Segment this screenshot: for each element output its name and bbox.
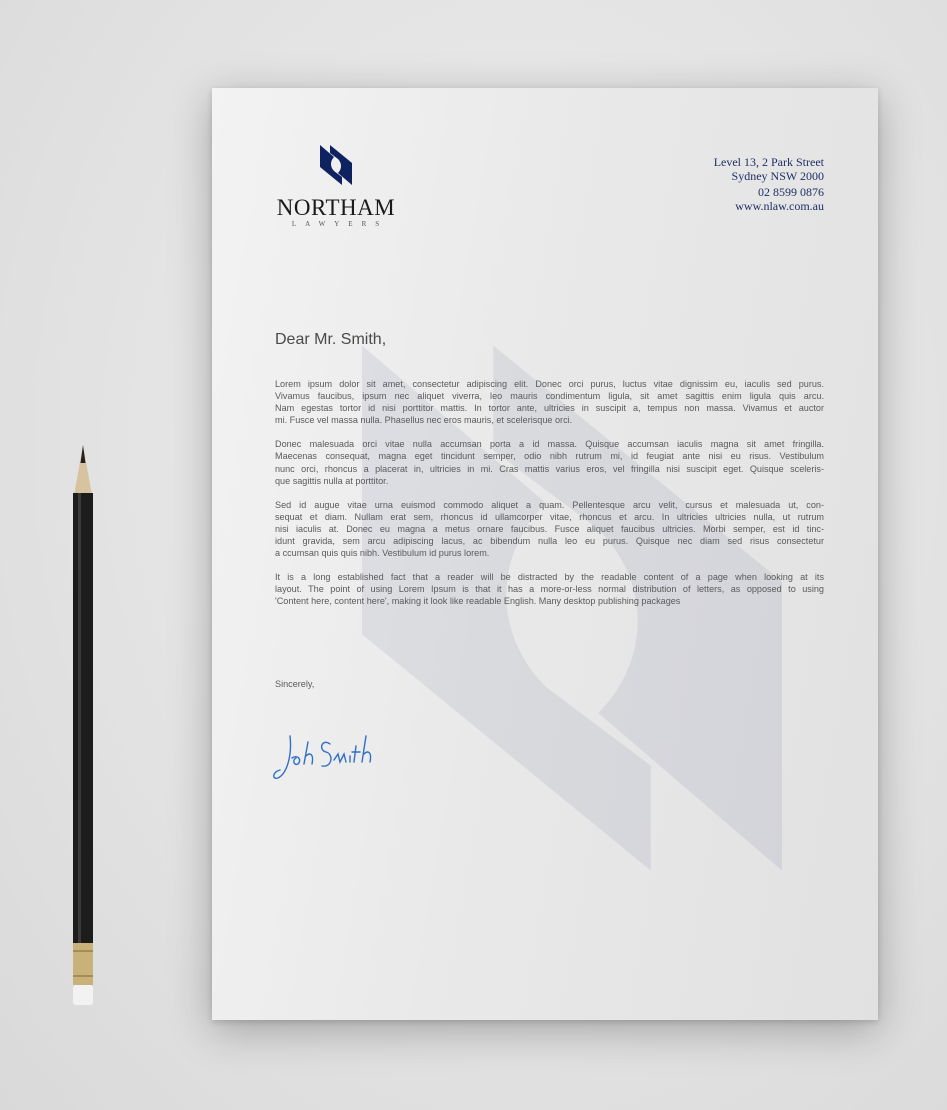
paragraph-line: que sagittis nulla at porttitor. bbox=[275, 475, 389, 486]
address-line-1: Level 13, 2 Park Street bbox=[713, 155, 824, 169]
contact-block bbox=[714, 155, 824, 213]
website: www.nlaw.com.au bbox=[735, 199, 824, 213]
paragraph-line: Maecenas consequat, magna eget tincidunt semper, odio nibh rutrum mi, id feugiat ante nisi eu risus. Vestibulum bbox=[275, 451, 824, 462]
paragraph-line: Nam egestas tortor id nisi porttitor mattis. In tortor ante, ultricies in suscipit a, tempus non massa. Vivamus et auctor bbox=[275, 403, 824, 414]
letterhead-paper bbox=[212, 88, 878, 1020]
paragraph bbox=[275, 378, 824, 426]
paragraph-line: nisi iaculis at. Donec eu magna a metus ornare faucibus. Fusce aliquet faucibus ultricies. Morbi semper, est id tinc- bbox=[275, 523, 824, 534]
logo-mark-icon bbox=[320, 145, 352, 185]
paragraph-line: layout. The point of using Lorem Ipsum is that it has a more-or-less normal distribution of letters, as opposed to using bbox=[275, 584, 824, 595]
paragraph-line: idunt gravida, sem arcu adipiscing lacus, ac bibendum nulla leo eu purus. Quisque nec diam sed risus consectetur bbox=[275, 536, 824, 547]
paragraph-line: sequat et diam. Nullam erat sem, rhoncus id ullamcorper vitae, rhoncus et arcu. In ultricies ultricies nulla, ut rutrum bbox=[275, 511, 824, 522]
paragraph-line: Sed id augue vitae urna euismod commodo aliquet a quam. Pellentesque arcu velit, cursus et malesuada ut, con- bbox=[275, 499, 824, 510]
paragraph-line: 'Content here, content here', making it look like readable English. Many desktop publishing packages bbox=[275, 596, 681, 607]
paragraph-line: Vivamus faucibus, ipsum nec aliquet viverra, leo mauris condimentum ligula, sit amet sagittis enim ligula quis arcu. bbox=[275, 391, 824, 402]
paragraph-line: a ccumsan quis quis nibh. Vestibulum id purus lorem. bbox=[275, 548, 490, 559]
letter-body bbox=[275, 378, 824, 620]
closing: Sincerely, bbox=[275, 679, 315, 689]
paragraph bbox=[275, 499, 824, 559]
paragraph bbox=[275, 571, 824, 607]
paragraph-line: Lorem ipsum dolor sit amet, consectetur adipiscing elit. Donec orci purus, luctus vitae dignissim eu, iaculis sed purus. bbox=[275, 379, 824, 389]
phone: 02 8599 0876 bbox=[758, 185, 824, 199]
paragraph-line: It is a long established fact that a reader will be distracted by the readable content of a page when looking at its bbox=[275, 572, 824, 583]
paragraph bbox=[275, 438, 824, 486]
greeting: Dear Mr. Smith, bbox=[275, 331, 387, 348]
paragraph-line: mi. Fusce vel massa nulla. Phasellus nec eros mauris, et scelerisque orci. bbox=[275, 415, 573, 426]
pencil-image bbox=[70, 445, 96, 1007]
paragraph-line: Donec malesuada orci vitae nulla accumsan porta a id massa. Quisque accumsan iaculis magna sit amet fringilla. bbox=[275, 439, 824, 450]
address-line-2: Sydney NSW 2000 bbox=[731, 169, 824, 183]
paragraph-line: nunc orci, rhoncus a placerat in, ultricies in mi. Cras mattis varius eros, vel fringilla nisi suscipit eget. Quisque sceleris- bbox=[275, 463, 824, 474]
firm-name: NORTHAM bbox=[276, 195, 396, 220]
firm-subtitle: LAWYERS bbox=[291, 220, 389, 228]
signature bbox=[270, 728, 390, 788]
firm-logo bbox=[270, 145, 402, 229]
